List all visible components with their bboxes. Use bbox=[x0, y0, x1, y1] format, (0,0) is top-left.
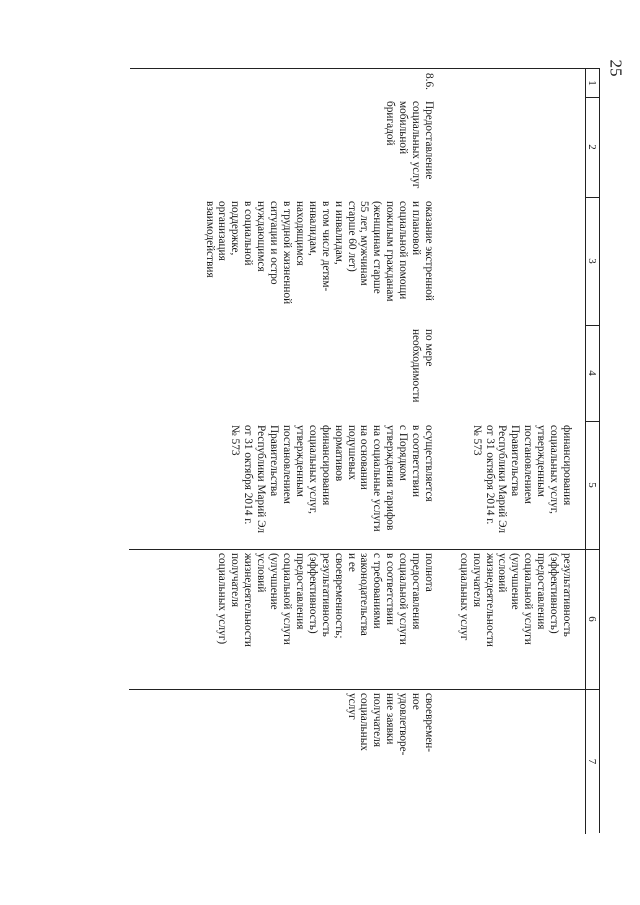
service-description: оказание экстренной и плановой социальной помощи пожилым гражданам (женщинам старше 55 лет, мужчинам старше 60 лет) и инвалидам, в том числе детям- инвалидам, находящимся в трудной жизненной ситуации и остро нуждающимся в социальной поддержке, организация взаимодействия bbox=[203, 201, 435, 305]
header-col-2: 2 bbox=[586, 144, 598, 150]
service-frequency: по мере необходимости bbox=[410, 329, 435, 403]
col-divider bbox=[129, 689, 599, 690]
col-divider bbox=[129, 549, 599, 550]
service-quality: полнота предоставления социальной услуги в соответствии с требованиями законодательства и ее своевременность; результативность (эффективность) предоставления социальной услуги (улучшение условий жизнедеятельности получателя социальных услуг) bbox=[216, 553, 435, 647]
header-col-7: 7 bbox=[586, 758, 598, 765]
continued-col5-text: финансирования социальных услуг, утвержденным постановлением Правительства Республики Марий Эл от 31 октября 2014 г. № 573 bbox=[470, 425, 573, 534]
col-divider bbox=[585, 97, 599, 98]
service-name: Предоставление социальных услуг мобильной бригадой bbox=[384, 101, 435, 189]
header-col-5: 5 bbox=[586, 482, 598, 488]
col-divider bbox=[585, 197, 599, 198]
header-col-6: 6 bbox=[586, 616, 598, 622]
service-standard: осуществляется в соответствии с Порядком утверждения тарифов на социальные услуги на основании подушевых нормативов финансирования социальных услуг, утвержденным постановлением Правительства Республики Марий Эл от 31 октября 2014 г. № 573 bbox=[229, 425, 435, 534]
col-divider bbox=[585, 325, 599, 326]
service-conditions: своевремен- ное удовлетворе- ние заявки получателя социальных услуг bbox=[345, 693, 435, 756]
header-col-3: 3 bbox=[586, 258, 598, 264]
continued-col6-text: результативность (эффективность) предоставления социальной услуги (улучшение условий жизнедеятельности получателя социальных услуг bbox=[457, 553, 573, 647]
row-number: 8.6. bbox=[423, 73, 435, 90]
header-col-1: 1 bbox=[586, 80, 598, 86]
rotated-table-wrapper bbox=[130, 68, 600, 833]
col-divider bbox=[585, 421, 599, 422]
services-table bbox=[130, 68, 600, 833]
header-col-4: 4 bbox=[586, 370, 598, 376]
table-header-row bbox=[585, 69, 599, 834]
page-number: 25 bbox=[606, 59, 626, 77]
